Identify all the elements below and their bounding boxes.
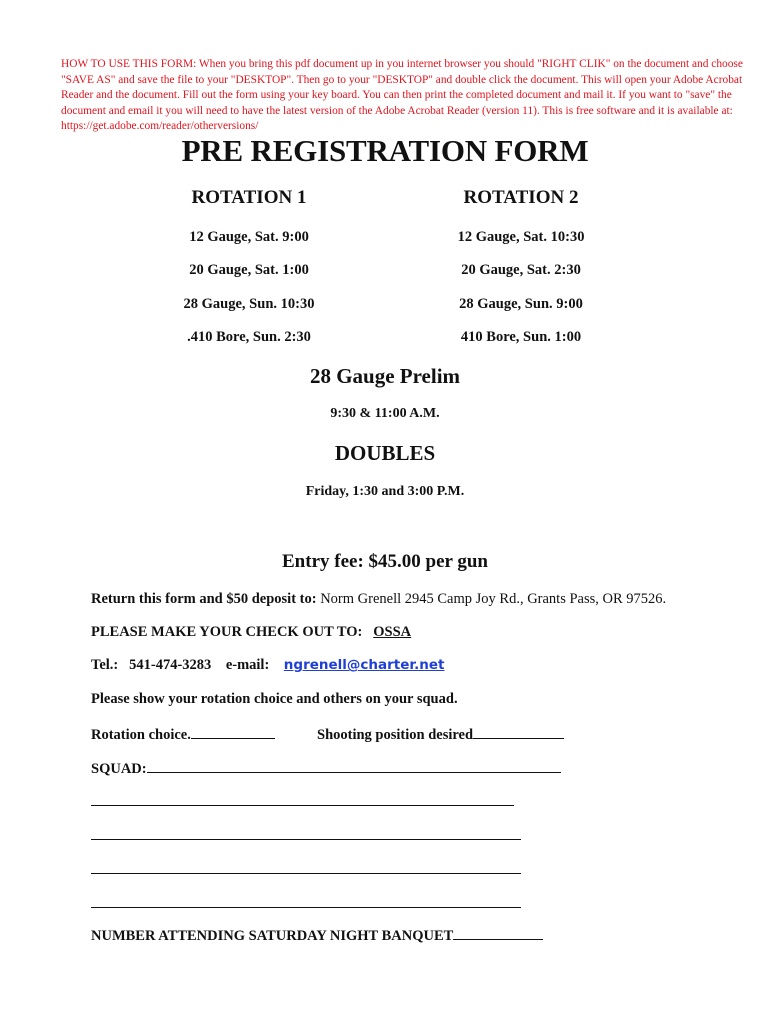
squad-field-5[interactable]	[91, 907, 521, 908]
banquet-label: NUMBER ATTENDING SATURDAY NIGHT BANQUET	[91, 928, 454, 944]
return-line	[91, 591, 666, 608]
squad-field-4[interactable]	[91, 873, 521, 874]
rotation-1-item: .410 Bore, Sun. 2:30	[187, 329, 311, 345]
rotation-2-heading: ROTATION 2	[463, 187, 579, 208]
shooting-position-field[interactable]	[473, 724, 564, 739]
rotation-choice-label: Rotation choice.	[91, 727, 191, 743]
squad-field-2[interactable]	[91, 805, 514, 806]
check-label: PLEASE MAKE YOUR CHECK OUT TO:	[91, 624, 363, 640]
squad-note: Please show your rotation choice and others on your squad.	[91, 691, 458, 707]
rotation-2-item: 12 Gauge, Sat. 10:30	[457, 229, 585, 245]
entry-fee: Entry fee: $45.00 per gun	[282, 551, 488, 572]
rotation-2-item: 20 Gauge, Sat. 2:30	[461, 262, 581, 278]
shooting-position-row	[317, 724, 564, 744]
prelim-times: 9:30 & 11:00 A.M.	[330, 406, 440, 421]
instructions-text: HOW TO USE THIS FORM: When you bring this pdf document up in you internet browser you should "RIGHT CLIK" on the document and choose "SAVE AS" and save the file to your "DESKTOP". Then go to your "DESKTOP" and double click the document. This will open your Adobe Acrobat Reader and the document. Fill out the form using your key board. You can then print the completed document and mail it. If you want to "save" the document and email it you will need to have the latest version of the Adobe Acrobat Reader (version 11). This is free software and it is available at: https://get.adobe.com/reader/otherversions/	[61, 58, 743, 132]
prelim-heading: 28 Gauge Prelim	[309, 364, 461, 388]
check-payee: OSSA	[373, 624, 412, 640]
email-label: e-mail:	[225, 657, 270, 673]
email-link[interactable]: ngrenell@charter.net	[283, 657, 445, 673]
squad-field-3[interactable]	[91, 839, 521, 840]
squad-field-1[interactable]	[147, 758, 561, 773]
rotation-1-item: 12 Gauge, Sat. 9:00	[189, 229, 309, 245]
return-address: Norm Grenell 2945 Camp Joy Rd., Grants Pass, OR 97526.	[316, 591, 667, 607]
tel-label: Tel.:	[91, 657, 119, 673]
return-label: Return this form and $50 deposit to:	[91, 591, 317, 607]
page-title: PRE REGISTRATION FORM	[181, 133, 589, 168]
doubles-times: Friday, 1:30 and 3:00 P.M.	[305, 484, 465, 499]
rotation-2-item: 28 Gauge, Sun. 9:00	[459, 296, 583, 312]
check-line	[91, 624, 411, 641]
doubles-heading: DOUBLES	[334, 441, 436, 465]
shooting-position-label: Shooting position desired	[317, 727, 474, 743]
squad-row	[91, 758, 561, 778]
contact-line	[91, 657, 444, 674]
banquet-row	[91, 925, 543, 945]
rotation-1-item: 20 Gauge, Sat. 1:00	[189, 262, 309, 278]
banquet-field[interactable]	[453, 925, 543, 940]
rotation-1-item: 28 Gauge, Sun. 10:30	[183, 296, 315, 312]
rotation-choice-field[interactable]	[191, 724, 275, 739]
tel-number: 541-474-3283	[129, 657, 212, 673]
rotation-2-item: 410 Bore, Sun. 1:00	[460, 329, 582, 345]
rotation-choice-row	[91, 724, 275, 744]
squad-label: SQUAD:	[91, 761, 147, 777]
rotation-1-heading: ROTATION 1	[191, 187, 307, 208]
